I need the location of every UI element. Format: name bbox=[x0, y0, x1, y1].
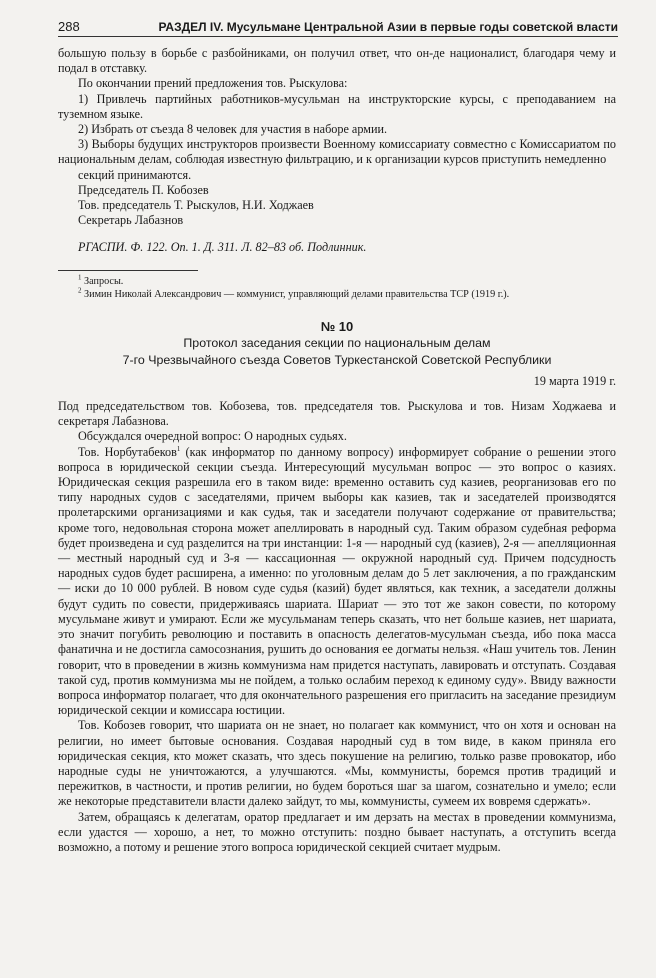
paragraph: секций принимаются. bbox=[78, 167, 192, 182]
footnote-text: Запросы. bbox=[84, 275, 124, 287]
paragraph-text: (как информатор по данному вопросу) информирует собрание о решении этого вопроса в юридической секции съезда. Интересующий мусульман вопрос — это вопрос о казиях. Юридическая секция разрешила его в таком виде: временно оставить суд казиев, реорганизовав его по типу народных судов с заседателями, причем выборы как казиев, так и заседателей производятся пролетарскими организациями и как судья, так и заседатели получают содержание от правительства; кроме того, недовольная сторона может апеллировать в народный суд. Таким образом судебная реформа будет произведена и суд разделится на три инстанции: 1-я — народный суд (казиев), 2-я — апелляционная — местный народный суд и 3-я — кассационная — окружной народный суд. Причем подсудность народных судов будет расширена, а именно: по уголовным делам до 5 лет заключения, а по гражданским — иски до 10 000 рублей. В новом суде судья (казий) будет являться, как техник, а заседатели должны будут судить по совести, придерживаясь шариата. Шариат — это тот же закон совести, по которому мусульмане живут и умирают. Если же мусульманам теперь сказать, что нет больше казиев, нет шариата, это значит погубить революцию и поставить в опасность делегатов-мусульман съезда, ибо пока масса фанатична и не достигла самосознания, рушить до основания ее догматы нельзя. «Наш учитель тов. Ленин говорит, что в проведении в жизнь коммунизма нам придется наступать, лавировать и отступать. Создавая такой суд, против коммунизма мы не пойдем, а только ослабим переход к единому суду». Ввиду важности вопроса информатор полагает, что для окончательного разрешения его пригласить на заседание президиум юридической секции и комиссара юстиции. bbox=[58, 444, 616, 718]
document-date: 19 марта 1919 г. bbox=[533, 373, 616, 388]
signature-secretary: Секретарь Лабазнов bbox=[78, 213, 184, 228]
resolution-item: 2) Избрать от съезда 8 человек для участия в наборе армии. bbox=[78, 122, 388, 137]
paragraph: Тов. Кобозев говорит, что шариата он не знает, но полагает как коммунист, что он хотя и основан на религии, но имеет бытовые основания. Создавая народный суд в том виде, в каком приняла его юридическая секция, кто может сказать, что здесь покушение на религию, только разве провокатор, ибо народные суды не уничтожаются, а улучшаются. «Мы, коммунисты, боремся против традиций и пережитков, в частности, и против религии, но будем бороться шаг за шагом, сознательно и умело; если же некоторые представители власти далеко зайдут, то мы, коммунисты, сумеем их вовремя сдержать». bbox=[58, 718, 616, 809]
resolution-item: 1) Привлечь партийных работников-мусульман на инструкторские курсы, с преподаванием на туземном языке. bbox=[58, 91, 616, 121]
footnote-marker: 2 bbox=[78, 286, 82, 295]
footnote-text: Зимин Николай Александрович — коммунист, управляющий делами правительства ТСР (1919 г.). bbox=[84, 288, 510, 300]
footnote-marker: 1 bbox=[176, 444, 181, 453]
running-header bbox=[58, 12, 618, 37]
archive-source: РГАСПИ. Ф. 122. Оп. 1. Д. 311. Л. 82–83 об. Подлинник. bbox=[78, 240, 367, 255]
signature-vice-chair: Тов. председатель Т. Рыскулов, Н.И. Ходжаев bbox=[78, 198, 314, 213]
footnote-divider bbox=[58, 270, 198, 271]
paragraph: Затем, обращаясь к делегатам, оратор предлагает и им дерзать на местах в проведении коммунизма, если удастся — хорошо, а нет, то можно отступить: поздно бывает наступать, а отступить всегда возможно, а потому и решение этого вопроса юридической секцией считает мудрым. bbox=[58, 809, 616, 854]
paragraph: По окончании прений предложения тов. Рыскулова: bbox=[78, 76, 348, 91]
paragraph bbox=[58, 445, 616, 719]
paragraph: Обсуждался очередной вопрос: О народных судьях. bbox=[78, 429, 347, 444]
footnote-1 bbox=[58, 275, 616, 288]
paragraph: большую пользу в борьбе с разбойниками, он получил ответ, что он-де националист, благодаря чему и подал в отставку. bbox=[58, 46, 616, 76]
footnote-2 bbox=[58, 288, 616, 301]
footnote-marker: 1 bbox=[78, 273, 82, 282]
document-title-line-1: Протокол заседания секции по национальным делам bbox=[183, 335, 491, 350]
section-title: РАЗДЕЛ IV. Мусульмане Центральной Азии в первые годы советской власти bbox=[158, 20, 618, 34]
document-number: № 10 bbox=[320, 318, 354, 334]
paragraph: Под председательством тов. Кобозева, тов. председателя тов. Рыскулова и тов. Низам Ходжаева и секретаря Лабазнова. bbox=[58, 399, 616, 429]
resolution-item: 3) Выборы будущих инструкторов произвести Военному комиссариату совместно с Комиссариатом по национальным делам, соблюдая известную фильтрацию, и к организации курсов приступить немедленно bbox=[58, 137, 616, 167]
page-number: 288 bbox=[58, 19, 80, 34]
page-content bbox=[58, 46, 616, 855]
speaker-name: Тов. Норбутабеков bbox=[78, 444, 177, 459]
signature-chair: Председатель П. Кобозев bbox=[78, 182, 209, 197]
document-title-line-2: 7-го Чрезвычайного съезда Советов Туркестанской Советской Республики bbox=[122, 352, 552, 367]
